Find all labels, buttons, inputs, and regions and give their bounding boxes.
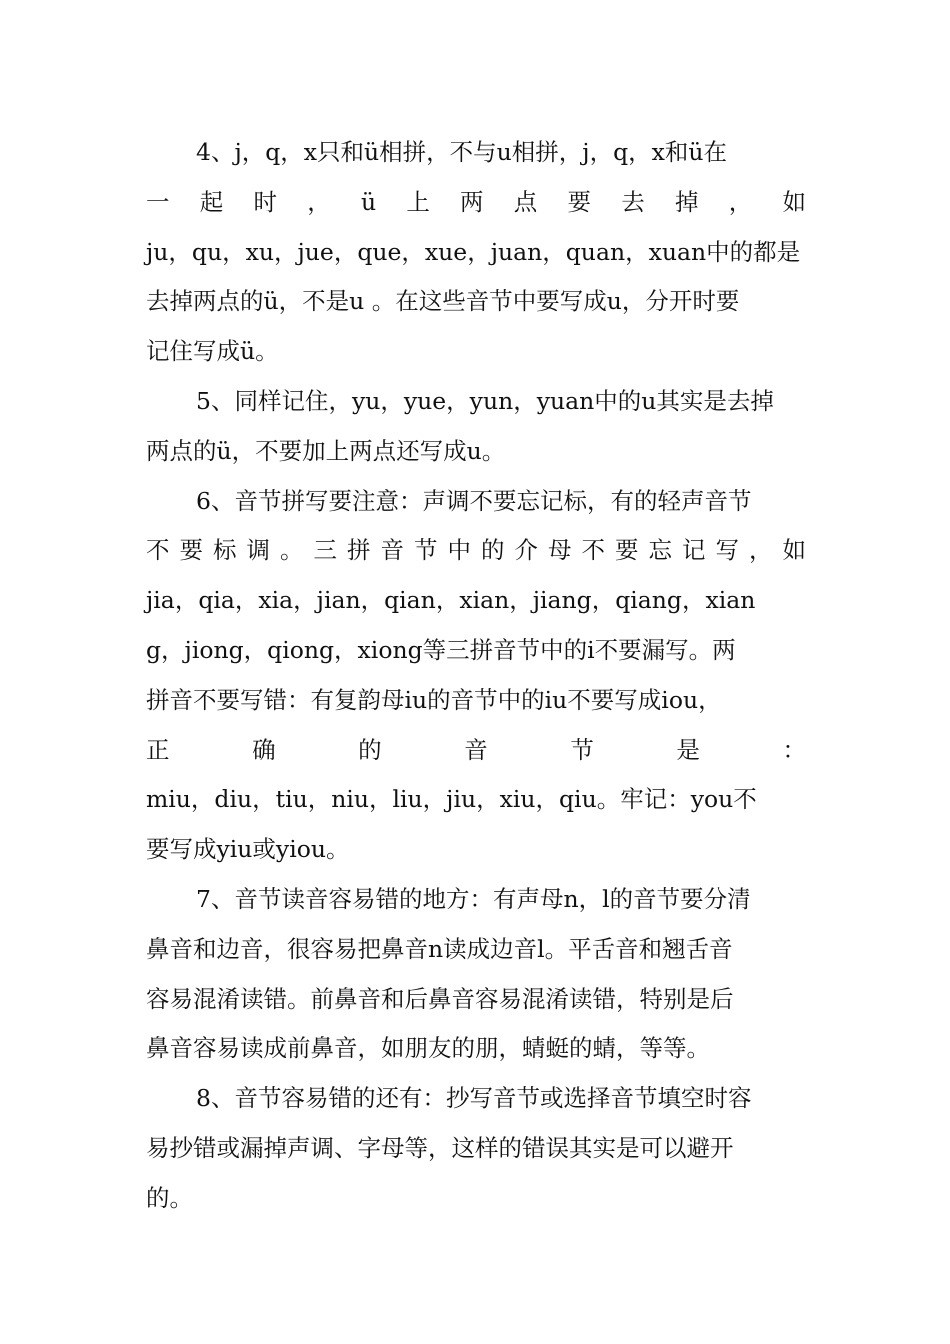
text-char: 。	[280, 536, 304, 565]
text-char: 音	[380, 536, 404, 565]
text-line: 两点的ü，不要加上两点还写成u。	[146, 436, 506, 465]
paragraph-p5	[146, 377, 806, 477]
text-char: ü	[360, 187, 377, 216]
text-char: 如	[782, 187, 806, 216]
text-char: 是	[676, 735, 700, 764]
text-char: 不	[146, 536, 170, 565]
document-page	[146, 128, 806, 1224]
text-char: 中	[447, 536, 471, 565]
text-char: 两	[460, 187, 484, 216]
text-char: 不	[581, 536, 605, 565]
text-char: ，	[749, 536, 773, 565]
text-line: 鼻音和边音，很容易把鼻音n读成边音l。平舌音和翘舌音	[146, 934, 733, 963]
text-char: 去	[621, 187, 645, 216]
text-char: 节	[414, 536, 438, 565]
paragraph-p4	[146, 128, 806, 377]
text-line	[146, 178, 806, 228]
text-char: ，	[307, 187, 331, 216]
text-line: 6、音节拼写要注意：声调不要忘记标，有的轻声音节	[196, 486, 752, 515]
text-line: 记住写成ü。	[146, 337, 279, 366]
paragraph-p7	[146, 875, 806, 1074]
text-char: 音	[464, 735, 488, 764]
text-char: 掉	[674, 187, 699, 216]
text-char: 要	[615, 536, 639, 565]
paragraph-p6	[146, 477, 806, 875]
text-char: 一	[146, 187, 170, 216]
text-char: 记	[682, 536, 706, 565]
text-line: ju，qu，xu，jue，que，xue，juan，quan，xuan中的都是	[146, 237, 801, 266]
text-line: 鼻音容易读成前鼻音，如朋友的朋，蜻蜓的蜻，等等。	[146, 1034, 710, 1063]
text-char: 正	[146, 735, 170, 764]
text-line: 5、同样记住，yu，yue，yun，yuan中的u其实是去掉	[196, 386, 774, 415]
text-char: ，	[728, 187, 753, 216]
text-char: 节	[570, 735, 594, 764]
paragraph-p8	[146, 1074, 806, 1223]
text-char: 如	[782, 536, 806, 565]
text-line: 8、音节容易错的还有：抄写音节或选择音节填空时容	[196, 1084, 752, 1113]
text-char: 拼	[347, 536, 371, 565]
text-line	[146, 726, 806, 776]
text-line: 易抄错或漏掉声调、字母等，这样的错误其实是可以避开	[146, 1133, 734, 1162]
text-line: jia，qia，xia，jian，qian，xian，jiang，qiang，xian	[146, 586, 756, 615]
text-line: 去掉两点的ü，不是u 。在这些音节中要写成u，分开时要	[146, 287, 740, 316]
text-char: 时	[253, 187, 277, 216]
text-char: 介	[514, 536, 538, 565]
text-char: 点	[513, 187, 538, 216]
text-char: 母	[548, 536, 572, 565]
text-line: 7、音节读音容易错的地方：有声母n，l的音节要分清	[196, 884, 751, 913]
text-char: 忘	[648, 536, 672, 565]
text-char: 上	[406, 187, 430, 216]
text-line: 的。	[146, 1183, 193, 1212]
text-line: 容易混淆读错。前鼻音和后鼻音容易混淆读错，特别是后	[146, 984, 734, 1013]
text-line: g，jiong，qiong，xiong等三拼音节中的i不要漏写。两	[146, 635, 736, 664]
text-char: 的	[481, 536, 505, 565]
text-char: 三	[313, 536, 337, 565]
text-char: 的	[358, 735, 382, 764]
text-char: 要	[567, 187, 592, 216]
text-line	[146, 526, 806, 576]
text-char: 起	[199, 187, 224, 216]
text-char: 要	[179, 536, 203, 565]
text-line: 要写成yiu或yiou。	[146, 835, 350, 864]
text-char: 调	[246, 536, 270, 565]
text-char: ：	[782, 735, 806, 764]
text-line: 4、j，q，x只和ü相拼，不与u相拼，j，q，x和ü在	[196, 138, 728, 166]
text-line: miu，diu，tiu，niu，liu，jiu，xiu，qiu。牢记：you不	[146, 785, 757, 814]
text-line: 拼音不要写错：有复韵母iu的音节中的iu不要写成iou，	[146, 685, 722, 714]
text-char: 标	[213, 536, 237, 565]
text-char: 写	[715, 536, 739, 565]
text-char: 确	[252, 735, 276, 764]
